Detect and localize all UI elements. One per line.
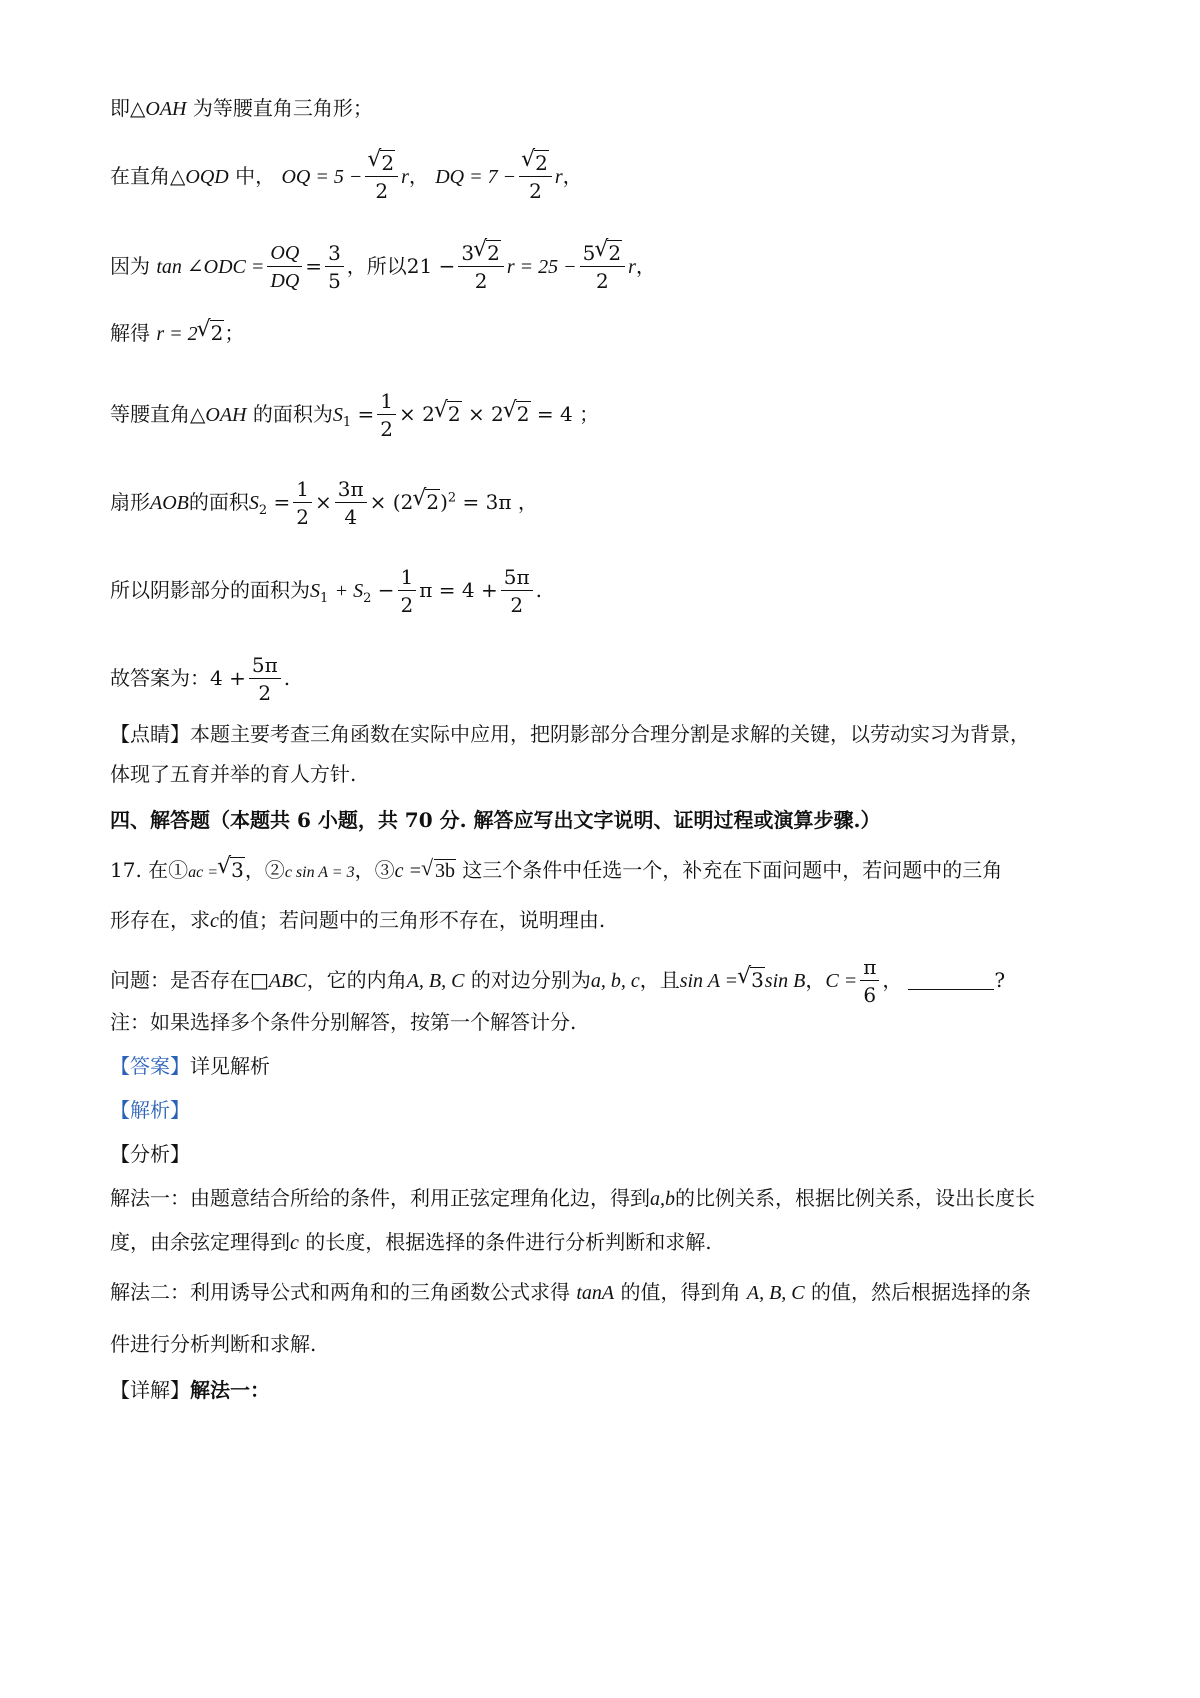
text: × [315,490,332,514]
method-2-line-2: 件进行分析判断和求解. [110,1332,317,1356]
formula: sin B [764,970,806,992]
denominator: 2 [519,176,552,205]
formula: c sin A = 3 [284,864,355,881]
text: ， [562,164,583,188]
formula: C = [825,970,858,992]
fraction [501,564,533,619]
math-term: r [401,166,409,188]
text: 为等腰直角三角形； [192,96,373,120]
formula: ac = [188,864,219,881]
fraction [293,476,312,531]
denominator: 2 [501,590,533,619]
formula: sin A = [679,970,739,992]
text: ， [882,968,903,992]
analysis-tag: 【解析】 [110,1098,190,1122]
math-term: a,b [650,1188,675,1210]
formula: c = [394,860,422,882]
denominator: 2 [249,678,281,707]
text-line-10: 体现了五育并举的育人方针. [110,762,357,786]
text-line-1 [110,94,373,123]
section-heading: 四、解答题（本题共 6 小题，共 70 分. 解答应写出文字说明、证明过程或演算步骤.） [110,808,881,832]
subscript: 1 [320,591,329,606]
text: 的值，得到角 [620,1280,741,1304]
denominator: 5 [325,266,344,295]
triangle-symbol: △ [190,402,206,426]
text: 解法一：由题意结合所给的条件，利用正弦定理角化边，得到 [110,1186,650,1210]
text: = [305,254,323,278]
numerator: 1 [400,565,414,589]
numerator: 3 [328,241,341,265]
subscript: 2 [363,591,372,606]
text-line-7 [110,564,542,619]
math-term: OQD [185,166,229,188]
denominator: 2 [580,266,625,295]
formula: r = 25 − [506,256,577,278]
text: 的面积为 [252,402,333,426]
text: 的值；若问题中的三角形不存在，说明理由. [218,908,606,932]
denominator: 2 [458,266,503,295]
fraction [267,240,302,295]
math-term: r [628,256,636,278]
fraction [519,150,552,205]
answer-line [110,1052,270,1080]
math-term: c [290,1232,299,1254]
math-term: OAH [145,98,187,120]
text: 即 [110,96,130,120]
question-17-line-1 [110,856,1002,887]
formula: OQ = 5 − [281,166,363,188]
text-line-5 [110,388,599,443]
math-term: A, B, C [406,970,465,992]
radicand: 2 [381,151,395,175]
fraction [580,240,625,295]
radicand: 3 [231,858,244,882]
denominator: 2 [365,176,398,205]
denominator: 2 [293,502,312,531]
fraction [860,954,879,1009]
numerator: 5π [503,565,530,589]
denominator: 2 [398,590,417,619]
coefficient: 3 [461,241,475,265]
text: ，所以 [346,254,407,278]
formula: = 3π [462,490,512,514]
text: 中， [235,164,276,188]
text: = [273,490,291,514]
text: 的比例关系，根据比例关系，设出长度长 [675,1186,1035,1210]
text-line-9: 【点睛】本题主要考查三角函数在实际中应用，把阴影部分合理分割是求解的关键，以劳动实习为背景， [110,722,1030,746]
text: 因为 [110,254,150,278]
text-line-4 [110,319,244,348]
formula: r = 2 [156,323,198,345]
answer-blank [908,989,994,990]
text: 度，由余弦定理得到 [110,1230,290,1254]
formula: × 2 [399,402,435,426]
formula: × 2 [467,402,504,426]
fraction [398,564,417,619]
formula: π = 4 + [419,578,498,602]
formula: × (2 [369,490,414,514]
text: 在直角 [110,164,170,188]
radicand: 2 [516,402,530,426]
text: ? [994,968,1006,992]
text: 解法二：利用诱导公式和两角和的三角函数公式求得 [110,1280,570,1304]
math-term: OAH [205,404,247,426]
math-term: tanA [576,1282,615,1304]
exponent: 2 [447,490,457,506]
text: ， [805,968,826,992]
text: 的值，然后根据选择的条 [811,1280,1031,1304]
numerator: 3π [337,477,364,501]
problem-line [110,954,1005,1009]
text: 形存在，求 [110,908,210,932]
text-line-2 [110,150,583,205]
math-term: r [554,166,563,188]
text: 解得 [110,321,150,345]
subscript: 2 [258,503,268,518]
text: ，② [244,858,285,882]
radicand: 3b [434,860,455,882]
answer-text: 详见解析 [190,1054,270,1078]
numerator: 1 [380,389,393,413]
note-line: 注：如果选择多个条件分别解答，按第一个解答计分. [110,1010,577,1034]
text: 扇形 [110,490,150,514]
text: 17. 在① [110,858,189,882]
fraction [249,652,281,707]
formula: tan ∠ODC = [156,256,265,278]
text: ，它的内角 [306,968,407,992]
denominator: DQ [267,266,302,295]
numerator: 1 [296,477,310,501]
math-term: S [248,492,259,514]
math-term: A, B, C [746,1282,805,1304]
formula: = 4 [536,402,573,426]
text-line-3 [110,240,656,295]
radicand: 3 [751,968,764,992]
subscript: 1 [342,415,352,430]
fraction [377,388,396,443]
text: ； [579,402,600,426]
text: 等腰直角 [110,402,190,426]
text: 的长度，根据选择的条件进行分析判断和求解. [305,1230,712,1254]
denominator: 2 [377,414,396,443]
numerator: π [863,955,877,979]
detail-line [110,1376,270,1404]
text: − [377,578,395,602]
text: 故答案为： [110,666,210,690]
method-2-line-1 [110,1278,1031,1307]
formula: 21 − [406,254,456,278]
radicand: 2 [608,241,622,265]
text-line-6 [110,476,538,531]
radicand: 2 [535,151,548,175]
triangle-symbol: △ [170,164,186,188]
radicand: 2 [426,490,440,514]
denominator: 4 [335,502,367,531]
text: 问题：是否存在□ [110,968,269,992]
coefficient: 5 [582,241,596,265]
formula: DQ = 7 − [435,166,517,188]
formula: 4 + [210,666,246,690]
math-term: c [210,910,219,932]
method-1-line-1 [110,1184,1035,1213]
numerator: 5π [251,653,278,677]
radicand: 2 [487,241,500,265]
math-term: S [332,404,343,426]
text: ， [635,254,656,278]
detail-text: 解法一： [190,1378,270,1402]
detail-tag: 【详解】 [110,1378,190,1402]
denominator: 6 [860,980,879,1009]
math-term: ABC [268,970,307,992]
math-term: AOB [150,492,189,514]
text: ， [408,164,429,188]
text: ) [440,490,448,514]
math-term: S [310,580,320,602]
math-term: a, b, c [590,970,640,992]
answer-tag: 【答案】 [110,1054,190,1078]
formula: + S [334,580,364,602]
text: ； [224,321,245,345]
text: 的面积 [188,490,249,514]
fraction [335,476,367,531]
triangle-symbol: △ [130,96,146,120]
fraction [458,240,503,295]
text: 所以阴影部分的面积为 [110,578,310,602]
text: 这三个条件中任选一个，补充在下面问题中，若问题中的三角 [462,858,1003,882]
radicand: 2 [210,321,224,345]
text: ，且 [639,968,680,992]
question-17-line-2 [110,906,605,935]
text: ，③ [354,858,395,882]
fraction [365,150,398,205]
text: ， [517,490,538,514]
text: 的对边分别为 [470,968,591,992]
method-1-line-2 [110,1228,712,1257]
text: . [283,666,291,690]
fraction [325,240,344,295]
radicand: 2 [447,402,461,426]
numerator: OQ [270,242,300,264]
text: = [357,402,375,426]
text: . [535,578,542,602]
fenxi-tag: 【分析】 [110,1142,190,1166]
text-line-8 [110,652,290,707]
